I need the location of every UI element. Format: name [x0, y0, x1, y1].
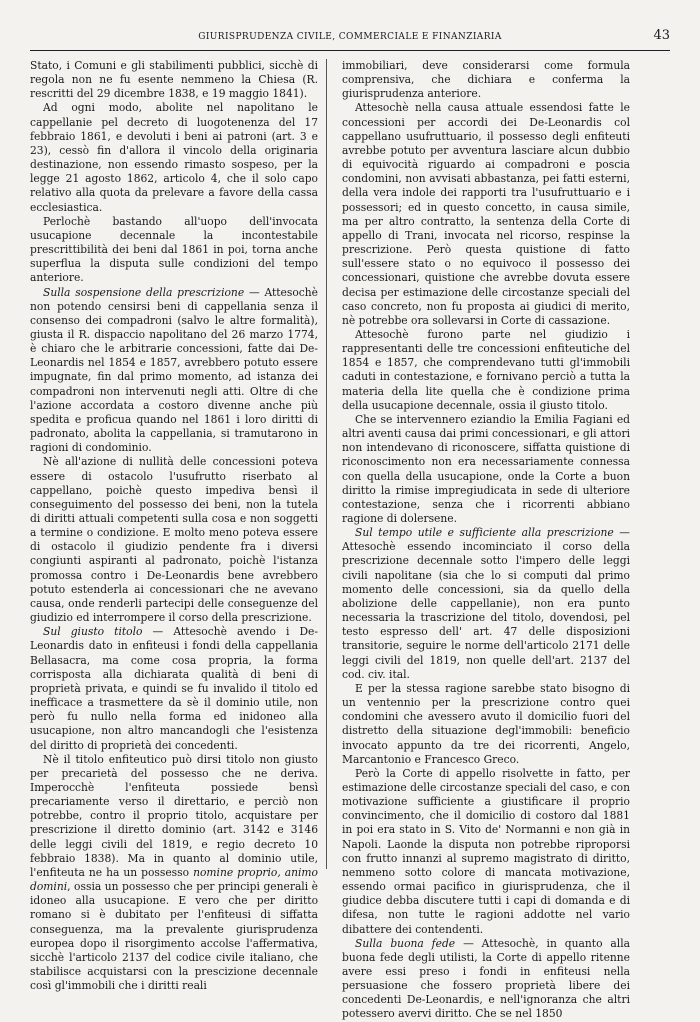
paragraph	[30, 753, 318, 994]
paragraph: immobiliari, deve considerarsi come formula comprensiva, che dichiara e conferma la giurisprudenza anteriore.	[342, 59, 630, 101]
paragraph-text: — Attesochè essendo incominciato il corso della prescrizione decennale sotto l'impero delle leggi civili napolitane (sia che lo si computi dal primo momento delle concessioni, sia da quello della abolizione delle cappellanie), non era punto necessaria la trascrizione del titolo, dovendosi, pel testo espresso dell' art. 47 delle disposizioni transitorie, seguire le norme dell'articolo 2171 delle leggi civili del 1819, non quelle dell'art. 2137 del cod. civ. ital.	[342, 526, 630, 681]
paragraph: Nè all'azione di nullità delle concessioni poteva essere di ostacolo l'usufrutto riserbato al cappellano, poichè questo impediva bensì il conseguimento del possesso dei beni, non la tutela di diritti attuali competenti sulla cosa e non soggetti a termine o condizione. E molto meno poteva essere di ostacolo il giudizio pendente fra i diversi congiunti aspiranti al padronato, poichè l'istanza promossa contro i De-Leonardis bene avrebbero potuto estenderla ai concessionari che ne avevano causa, onde renderli partecipi delle conseguenze del giudizio ed interrompere il corso della prescrizione.	[30, 455, 318, 625]
column-divider	[326, 59, 327, 869]
page-number: 43	[653, 28, 670, 43]
paragraph: Però la Corte di appello risolvette in fatto, per estimazione delle circostanze speciali del caso, e con motivazione sufficiente a giustificare il proprio convincimento, che il domicilio di costoro dal 1881 in poi era stato in S. Vito de' Normanni e non già in Napoli. Laonde la disputa non potrebbe riproporsi con frutto innanzi al supremo magistrato di diritto, nemmeno sotto colore di mancata motivazione, essendo ormai pacifico in giurisprudenza, che il giudice debba discutere tutti i capi di domanda e di difesa, non tutte le ragioni addotte nel vario dibattere dei contendenti.	[342, 766, 630, 936]
section-heading: Sulla sospensione della prescrizione	[43, 285, 245, 299]
section-heading: Sul giusto titolo	[43, 625, 143, 639]
header-title: GIURISPRUDENZA CIVILE, COMMERCIALE E FINANZIARIA	[198, 32, 502, 42]
paragraph: Che se intervennero eziandio la Emilia Fagiani ed altri aventi causa dai primi concessionari, e gli attori non intendevano di riconoscere, siffatta quistione di riconoscimento non era necessariamente connessa con quella della usucapione, onde la Corte a buon diritto la rimise impregiudicata in sede di ulteriore contestazione, senza che i ricorrenti abbiano ragione di dolersene.	[342, 412, 630, 525]
paragraph-text: — Attesochè, in quanto alla buona fede degli utilisti, la Corte di appello ritenne avere essi preso i fondi in enfiteusi nella persuasione che fossero proprietà libere dei concedenti De-Leonardis, e nell'ignoranza che altri potessero avervi diritto. Che se nel 1850	[342, 936, 631, 1021]
right-column	[342, 59, 630, 1022]
paragraph-text: Nè il titolo enfiteutico può dirsi titolo non giusto per precarietà del possesso che ne deriva. Imperocchè l'enfiteuta possiede bensì precariamente verso il direttario, e perciò non potrebbe, contro il proprio titolo, acquistare per prescrizione il diretto dominio (art. 3142 e 3146 delle leggi civili del 1819, e regio decreto 10 febbraio 1838). Ma in quanto al dominio utile, l'enfiteuta ne ha un possesso	[30, 752, 318, 879]
paragraph: E per la stessa ragione sarebbe stato bisogno di un ventennio per la prescrizione contro quei condomini che avessero avuto il domicilio fuori del distretto della situazione degl'immobili: beneficio invocato appunto da tre dei ricorrenti, Angelo, Marcantonio e Francesco Greco.	[342, 681, 630, 766]
paragraph-text: , ossia un possesso che per principi generali è idoneo alla usucapione. E vero che per diritto romano si è dubitato per l'enfiteusi di siffatta conseguenza, ma la prevalente giurisprudenza europea dopo il risorgimento accolse l'affermativa, sicchè l'articolo 2137 del codice civile italiano, che stabilisce acquistarsi con la prescizione decennale così gl'immobili che i diritti reali	[30, 880, 318, 993]
paragraph	[342, 526, 630, 682]
paragraph: Attesochè nella causa attuale essendosi fatte le concessioni per accordi dei De-Leonardis col cappellano usufruttuario, il possesso degli enfiteuti avrebbe potuto per avventura lasciare alcun dubbio di equivocità riguardo ai compadroni e poscia condomini, non avvisati abbastanza, pei fatti esterni, della vera indole dei rapporti tra l'usufruttuario e i possessori; ed in questo concetto, in causa simile, ma per altro contratto, la sentenza della Corte di appello di Trani, invocata nel ricorso, respinse la prescrizione. Però questa quistione di fatto sull'essere stato o no equivoco il possesso dei concessionari, quistione che avrebbe dovuta essere decisa per estimazione delle circostanze speciali del caso concreto, non fu proposta ai giudici di merito, nè potrebbe ora sollevarsi in Corte di cassazione.	[342, 101, 630, 327]
paragraph: Attesochè furono parte nel giudizio i rappresentanti delle tre concessioni enfiteutiche del 1854 e 1857, che comprendevano tutti gl'immobili caduti in contestazione, e fornivano perciò a tutta la materia della lite quella che è condizione prima della usucapione decennale, ossia il giusto titolo.	[342, 327, 630, 412]
paragraph	[30, 286, 318, 456]
paragraph	[342, 937, 630, 1022]
paragraph	[30, 625, 318, 752]
running-header	[30, 28, 670, 46]
latin-phrase: nomine proprio, animo domini	[30, 865, 318, 894]
paragraph: Perlochè bastando all'uopo dell'invocata usucapione decennale la incontestabile prescrittibilità dei beni dal 1861 in poi, torna anche superflua la disputa sulle condizioni del tempo anteriore.	[30, 214, 318, 285]
paragraph-text: — Attesochè non potendo censirsi beni di cappellania senza il consenso dei compadroni (salvo le altre formalità), giusta il R. dispaccio napolitano del 26 marzo 1774, è chiaro che le arbitrarie concessioni, fatte dai De-Leonardis nel 1854 e 1857, avrebbero potuto essere impugnate, fin dal primo momento, ad istanza dei compadroni non intervenuti negli atti. Oltre di che l'azione accordata a costoro divenne anche più spedita e proficua quando nel 1861 i loro diritti di padronato, abolita la cappellania, si tramutarono in ragioni di condominio.	[30, 285, 318, 455]
section-heading: Sulla buona fede	[355, 936, 456, 950]
paragraph: Ad ogni modo, abolite nel napolitano le cappellanie pel decreto di luogotenenza del 17 febbraio 1861, e devoluti i beni ai patroni (art. 3 e 23), cessò fin d'allora il vincolo della originaria destinazione, non essendo rimasto sospeso, per la legge 21 agosto 1862, articolo 4, che il solo capo relativo alla quota da prelevare a favore della cassa ecclesiastica.	[30, 101, 318, 214]
paragraph-text: — Attesochè avendo i De-Leonardis dato in enfiteusi i fondi della cappellania Bellasacra, ma come cosa propria, la forma corrisposta alla dichiarata qualità di beni di proprietà privata, e quindi se fu invalido il titolo ed inefficace a trasmettere da sè il dominio utile, non però fu nullo nella forma ed inidoneo alla usucapione, non altro mancandogli che l'esistenza del diritto di proprietà dei concedenti.	[30, 625, 318, 752]
left-column	[30, 59, 318, 993]
section-heading: Sul tempo utile e sufficiente alla prescrizione	[355, 526, 614, 540]
paragraph: Stato, i Comuni e gli stabilimenti pubblici, sicchè di regola non ne fu esente nemmeno la Chiesa (R. rescritti del 29 dicembre 1838, e 19 maggio 1841).	[30, 59, 318, 101]
header-rule	[30, 50, 670, 51]
